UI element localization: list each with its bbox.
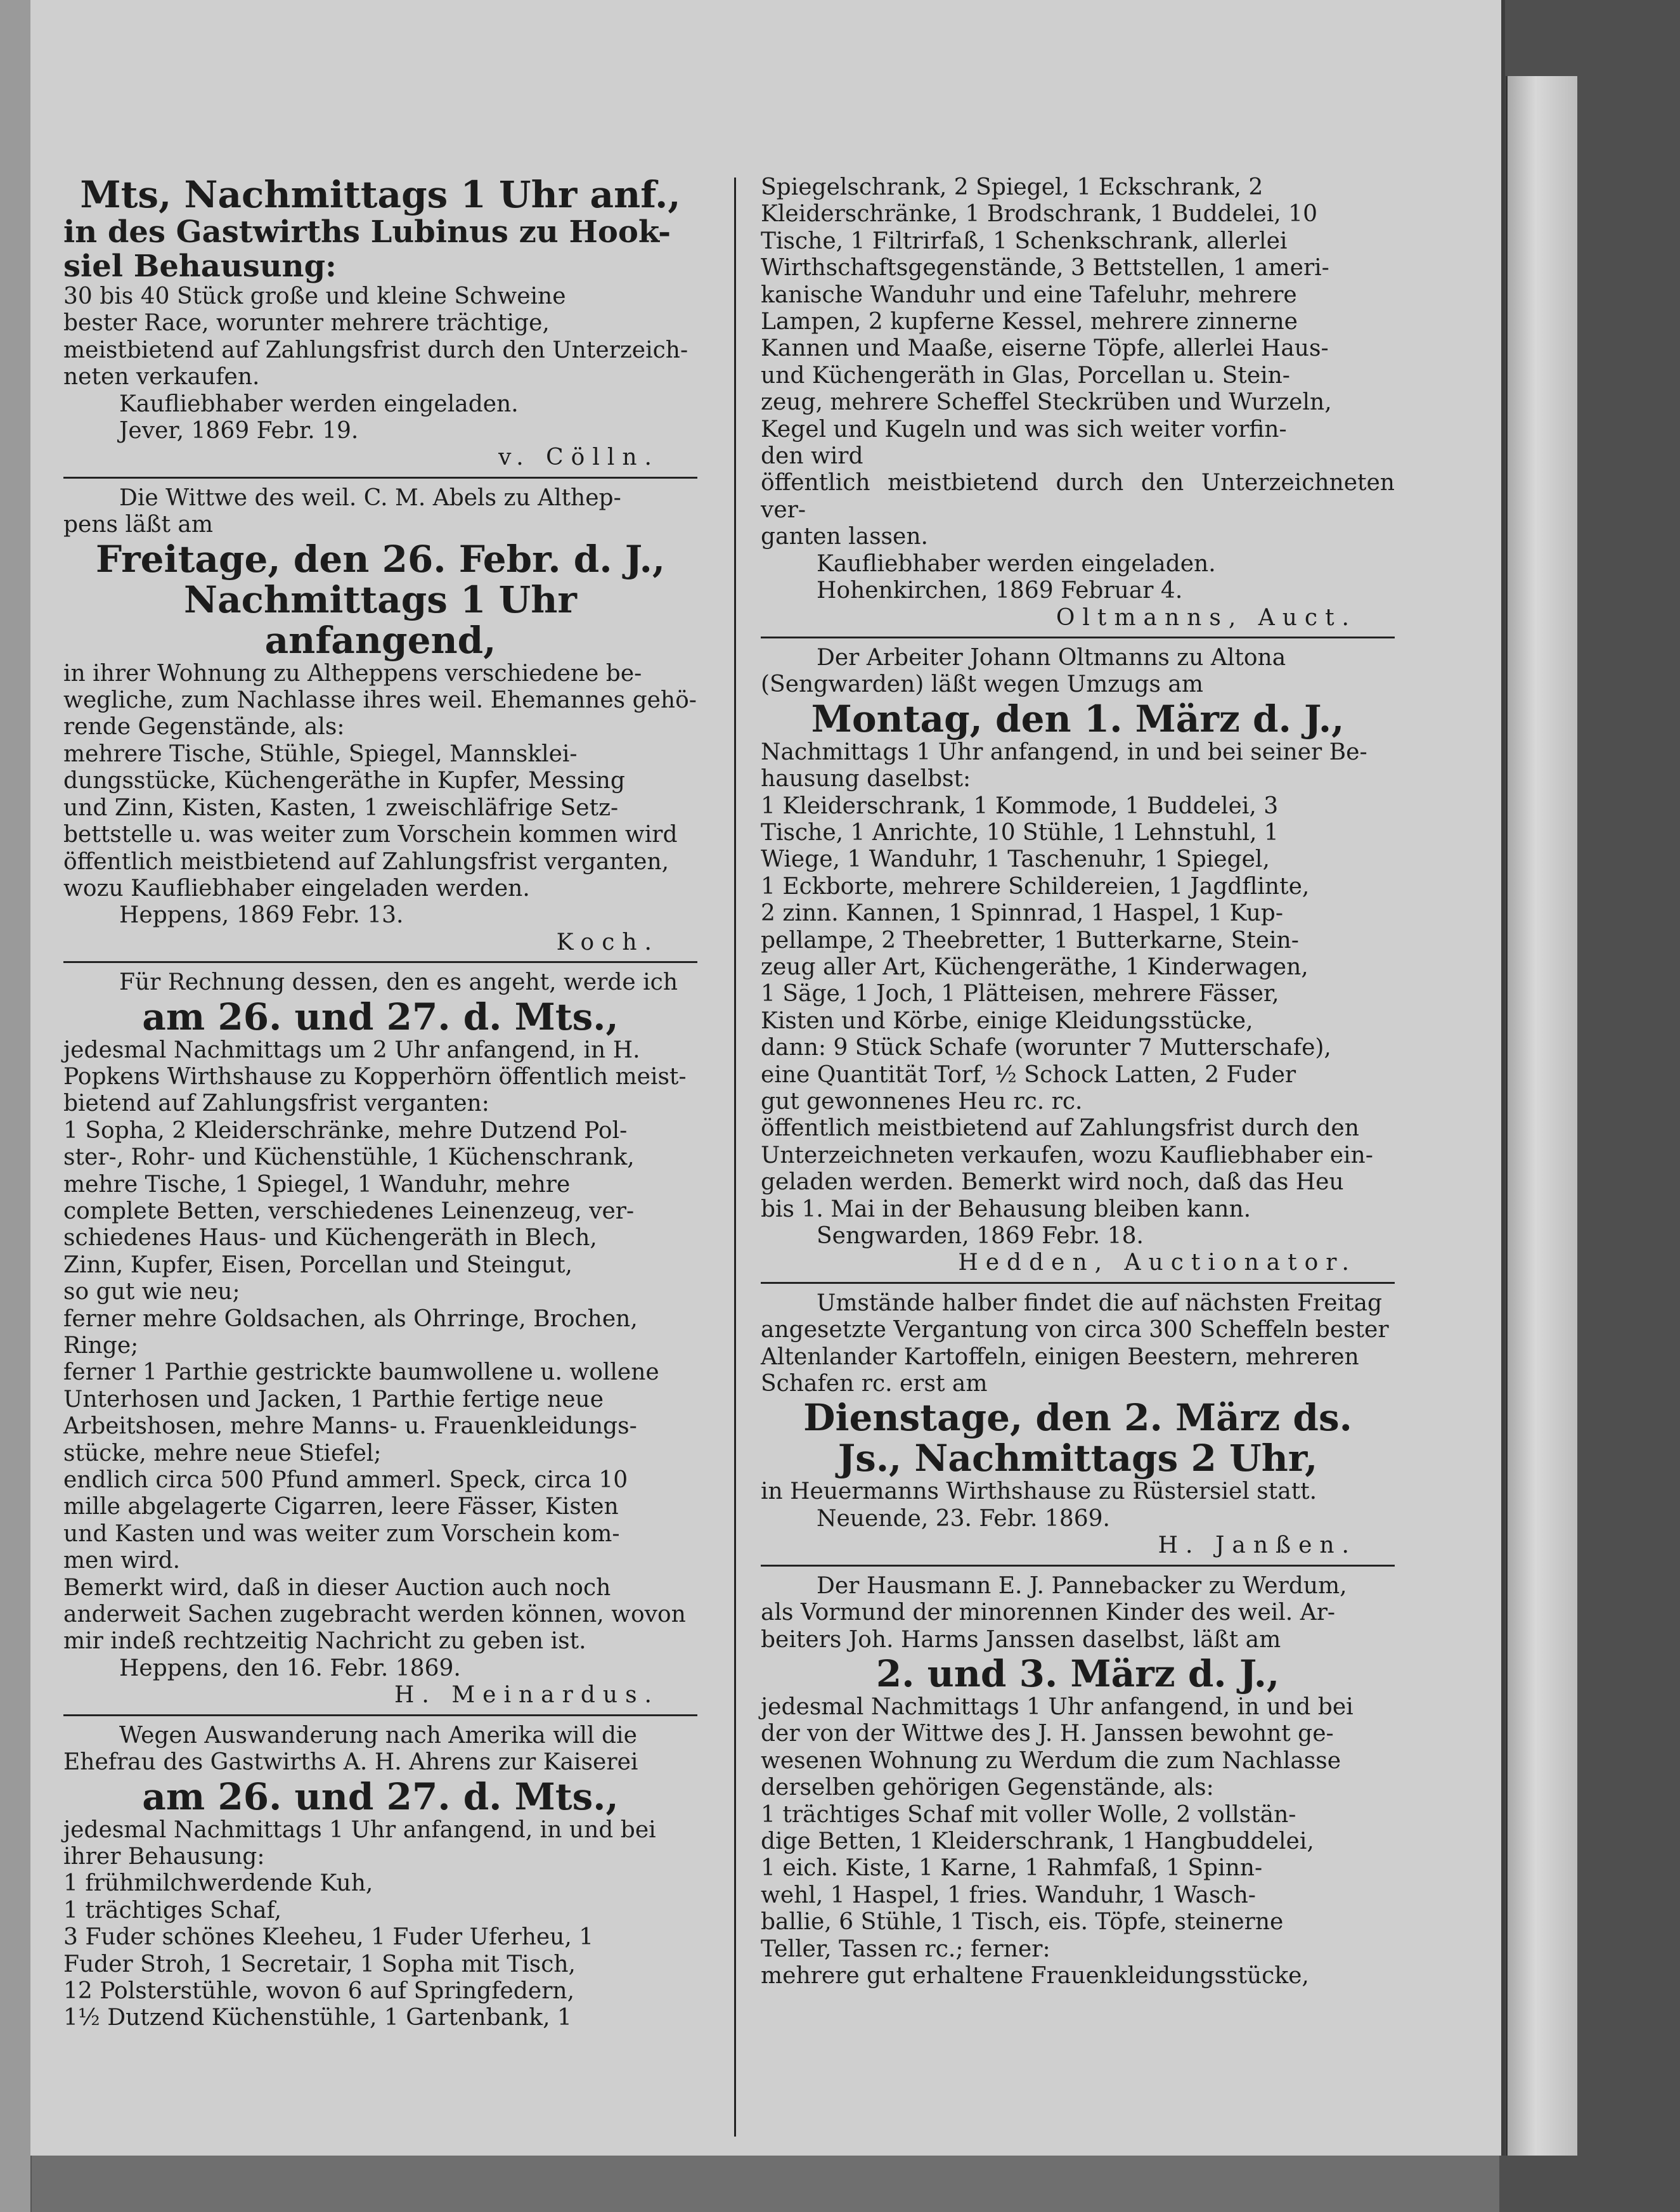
ad-body-line: rende Gegenstände, als: <box>63 714 345 741</box>
ad-body-line: 1 Säge, 1 Joch, 1 Plätteisen, mehrere Fässer, <box>761 981 1279 1007</box>
ad-body-line: 3 Fuder schönes Kleeheu, 1 Fuder Uferheu, 1 <box>63 1924 594 1951</box>
ad-body-line: 1½ Dutzend Küchenstühle, 1 Gartenbank, 1 <box>63 2005 572 2031</box>
ad-body-line: zeug aller Art, Küchengeräthe, 1 Kinderwagen, <box>761 954 1308 980</box>
ad-body-line: endlich circa 500 Pfund ammerl. Speck, circa 10 <box>63 1467 628 1494</box>
ad-signature: H. Meinardus. <box>394 1682 659 1709</box>
ad-body-line: bettstelle u. was weiter zum Vorschein kommen wird <box>63 822 678 848</box>
ad-body-line: 2 zinn. Kannen, 1 Spinnrad, 1 Haspel, 1 Kup- <box>761 900 1284 927</box>
ad-heading-line: Dienstage, den 2. März ds. <box>803 1396 1352 1440</box>
ad-heading-line: Montag, den 1. März d. J., <box>811 697 1345 741</box>
ad-signature: v. Cölln. <box>498 444 659 471</box>
ad-intro-line: Wegen Auswanderung nach Amerika will die <box>119 1722 637 1749</box>
ad-body-line: men wird. <box>63 1548 181 1574</box>
ad-body-line: den wird <box>761 443 863 470</box>
advertisement-ad4 <box>63 1723 697 2032</box>
ad-body-line: Unterzeichneten verkaufen, wozu Kaufliebhaber ein- <box>761 1142 1373 1168</box>
ad-body-line: ballie, 6 Stühle, 1 Tisch, eis. Töpfe, steinerne <box>761 1909 1284 1936</box>
ad-heading-line: am 26. und 27. d. Mts., <box>142 1775 619 1818</box>
ad-body-line: dann: 9 Stück Schafe (worunter 7 Mutterschafe), <box>761 1035 1331 1061</box>
advertisement-ad7 <box>761 1573 1395 1990</box>
ad-body-line: ferner mehre Goldsachen, als Ohrringe, Brochen, <box>63 1305 638 1332</box>
ad-body-line: Nachmittags 1 Uhr anfangend, in und bei seiner Be- <box>761 739 1367 765</box>
ad-body-line: meistbietend auf Zahlungsfrist durch den Unterzeich- <box>63 337 688 363</box>
ad-body-line: schiedenes Haus- und Küchengeräth in Blech, <box>63 1225 597 1252</box>
ad-body-line: wehl, 1 Haspel, 1 fries. Wanduhr, 1 Wasch- <box>761 1882 1256 1908</box>
ad-body-line: Spiegelschrank, 2 Spiegel, 1 Eckschrank, 2 <box>761 174 1263 200</box>
ad-heading-line: in des Gastwirths Lubinus zu Hook- <box>63 214 671 250</box>
ad-body-line: in Heuermanns Wirthshause zu Rüstersiel statt. <box>761 1478 1317 1505</box>
ad-closing-line: Sengwarden, 1869 Febr. 18. <box>817 1223 1144 1250</box>
ad-signature: H. Janßen. <box>1158 1532 1357 1559</box>
ad-body-line: 1 trächtiges Schaf, <box>63 1897 282 1924</box>
ad-body-line: wozu Kaufliebhaber eingeladen werden. <box>63 875 530 902</box>
ad-body-line: ganten lassen. <box>761 524 928 550</box>
ad-body-line: ihrer Behausung: <box>63 1843 265 1870</box>
ad-body-line: Arbeitshosen, mehre Manns- u. Frauenkleidungs- <box>63 1413 637 1440</box>
ad-closing-line: Neuende, 23. Febr. 1869. <box>817 1505 1110 1532</box>
ad-body-line: derselben gehörigen Gegenstände, als: <box>761 1775 1214 1801</box>
ad-intro-line: Für Rechnung dessen, den es angeht, werde ich <box>119 969 678 996</box>
ad-body-line: pellampe, 2 Theebretter, 1 Butterkarne, Stein- <box>761 927 1299 954</box>
ad-intro-line: Der Arbeiter Johann Oltmanns zu Altona <box>817 644 1286 671</box>
ad-closing-line: Kaufliebhaber werden eingeladen. <box>119 391 519 417</box>
ad-separator-rule <box>761 637 1395 638</box>
ad-separator-rule <box>63 477 697 479</box>
ad-intro-line: Die Wittwe des weil. C. M. Abels zu Althep- <box>119 484 621 511</box>
column-rule <box>734 178 736 2137</box>
ad-heading-line: Mts, Nachmittags 1 Uhr anf., <box>80 173 681 216</box>
ad-body-line: kanische Wanduhr und eine Tafeluhr, mehrere <box>761 281 1297 308</box>
ad-intro-line: Der Hausmann E. J. Pannebacker zu Werdum, <box>817 1572 1347 1599</box>
advertisement-ad3 <box>63 969 697 1709</box>
advertisement-ad1 <box>63 174 697 472</box>
advertisement-ad6 <box>761 1290 1395 1560</box>
ad-body-line: eine Quantität Torf, ½ Schock Latten, 2 Fuder <box>761 1061 1296 1088</box>
ad-body-line: hausung daselbst: <box>761 766 971 792</box>
ad-heading-line: 2. und 3. März d. J., <box>876 1652 1280 1695</box>
ad-body-line: geladen werden. Bemerkt wird noch, daß das Heu <box>761 1169 1344 1196</box>
ad-body-line: 1 Kleiderschrank, 1 Kommode, 1 Buddelei, 3 <box>761 792 1279 819</box>
ad-body-line: Teller, Tassen rc.; ferner: <box>761 1936 1050 1962</box>
ad-body-line: neten verkaufen. <box>63 364 260 391</box>
ad-heading-line: am 26. und 27. d. Mts., <box>142 995 619 1038</box>
ad-body-line: öffentlich meistbietend durch den Unterzeichneten ver- <box>761 470 1395 523</box>
ad-closing-line: Hohenkirchen, 1869 Februar 4. <box>817 578 1183 604</box>
ad-body-line: complete Betten, verschiedenes Leinenzeug, ver- <box>63 1198 635 1224</box>
ad-intro-line: als Vormund der minorennen Kinder des weil. Ar- <box>761 1600 1336 1626</box>
ad-intro-line: (Sengwarden) läßt wegen Umzugs am <box>761 671 1203 698</box>
ad-body-line: jedesmal Nachmittags um 2 Uhr anfangend, in H. <box>63 1037 640 1063</box>
ad-body-line: Unterhosen und Jacken, 1 Parthie fertige neue <box>63 1386 604 1413</box>
ad-body-line: 30 bis 40 Stück große und kleine Schweine <box>63 283 566 309</box>
ad-body-line: der von der Wittwe des J. H. Janssen bewohnt ge- <box>761 1721 1334 1747</box>
ad-body-line: stücke, mehre neue Stiefel; <box>63 1440 382 1466</box>
ad-intro-line: Altenlander Kartoffeln, einigen Beestern, mehreren <box>761 1343 1359 1370</box>
ad-body-line: Popkens Wirthshause zu Kopperhörn öffentlich meist- <box>63 1063 687 1090</box>
ad-body-line: mehrere Tische, Stühle, Spiegel, Mannsklei- <box>63 741 578 767</box>
ad-heading-line: Nachmittags 1 Uhr anfangend, <box>184 578 577 662</box>
ad-closing-line: Heppens, 1869 Febr. 13. <box>119 902 404 929</box>
ad-body-line: mehrere gut erhaltene Frauenkleidungsstücke, <box>761 1962 1309 1989</box>
ad-closing-line: Heppens, den 16. Febr. 1869. <box>119 1655 461 1681</box>
ad-body-line: 12 Polsterstühle, wovon 6 auf Springfedern, <box>63 1977 575 2004</box>
ad-intro-line: pens läßt am <box>63 512 213 538</box>
ad-separator-rule <box>63 961 697 963</box>
ad-body-line: 1 Sopha, 2 Kleiderschränke, mehre Dutzend Pol- <box>63 1117 628 1144</box>
ad-signature: Oltmanns, Auct. <box>1056 604 1357 631</box>
advertisement-ad2 <box>63 485 697 956</box>
ad-separator-rule <box>761 1282 1395 1284</box>
ad-body-line: dige Betten, 1 Kleiderschrank, 1 Hangbuddelei, <box>761 1828 1314 1854</box>
ad-body-line: Kleiderschränke, 1 Brodschrank, 1 Buddelei, 10 <box>761 201 1317 228</box>
ad-body-line: Kisten und Körbe, einige Kleidungsstücke, <box>761 1007 1253 1034</box>
ad-heading-line: siel Behausung: <box>63 249 337 284</box>
ad-body-line: öffentlich meistbietend auf Zahlungsfrist verganten, <box>63 848 669 875</box>
page-stack-edge <box>1506 76 1577 2156</box>
ad-body-line: und Zinn, Kisten, Kasten, 1 zweischläfrige Setz- <box>63 794 619 821</box>
ad-body-line: anderweit Sachen zugebracht werden können, wovon <box>63 1601 686 1628</box>
ad-body-line: Tische, 1 Anrichte, 10 Stühle, 1 Lehnstuhl, 1 <box>761 819 1279 846</box>
ad-body-line: öffentlich meistbietend auf Zahlungsfrist durch den <box>761 1115 1359 1142</box>
ad-body-line: 1 eich. Kiste, 1 Karne, 1 Rahmfaß, 1 Spinn- <box>761 1855 1263 1882</box>
ad-intro-line: Umstände halber findet die auf nächsten Freitag <box>817 1290 1383 1316</box>
ad-body-line: Wiege, 1 Wanduhr, 1 Taschenuhr, 1 Spiegel, <box>761 846 1270 873</box>
ad-body-line: und Küchengeräth in Glas, Porcellan u. Stein- <box>761 362 1290 389</box>
ad-body-line: zeug, mehrere Scheffel Steckrüben und Wurzeln, <box>761 389 1332 416</box>
previous-page-edge <box>0 0 32 2212</box>
right-column <box>761 174 1395 1989</box>
ad-body-line: mille abgelagerte Cigarren, leere Fässer, Kisten <box>63 1494 619 1520</box>
ad-intro-line: Ehefrau des Gastwirths A. H. Ahrens zur Kaiserei <box>63 1749 638 1776</box>
ad-heading-line: Freitage, den 26. Febr. d. J., <box>95 537 666 581</box>
ad-closing-line: Jever, 1869 Febr. 19. <box>119 418 359 444</box>
ad-body-line: Kegel und Kugeln und was sich weiter vorfin- <box>761 416 1287 443</box>
left-column <box>63 174 697 2032</box>
ad-body-line: dungsstücke, Küchengeräthe in Kupfer, Messing <box>63 768 625 794</box>
ad-body-line: Wirthschaftsgegenstände, 3 Bettstellen, 1 ameri- <box>761 255 1329 281</box>
ad-intro-line: Schafen rc. erst am <box>761 1371 988 1397</box>
ad-body-line: bester Race, worunter mehrere trächtige, <box>63 310 550 337</box>
ad-intro-line: beiters Joh. Harms Janssen daselbst, läßt am <box>761 1626 1281 1653</box>
ad-body-line: bis 1. Mai in der Behausung bleiben kann. <box>761 1196 1251 1222</box>
advertisement-ad4-cont <box>761 174 1395 631</box>
ad-body-line: jedesmal Nachmittags 1 Uhr anfangend, in und bei <box>761 1693 1354 1720</box>
ad-body-line: 1 trächtiges Schaf mit voller Wolle, 2 vollstän- <box>761 1801 1296 1828</box>
ad-body-line: ster-, Rohr- und Küchenstühle, 1 Küchenschrank, <box>63 1144 635 1171</box>
ad-body-line: Zinn, Kupfer, Eisen, Porcellan und Steingut, <box>63 1252 572 1278</box>
ad-body-line: bietend auf Zahlungsfrist verganten: <box>63 1090 489 1117</box>
ad-body-line: Lampen, 2 kupferne Kessel, mehrere zinnerne <box>761 309 1298 335</box>
ad-body-line: Kannen und Maaße, eiserne Töpfe, allerlei Haus- <box>761 335 1329 362</box>
ad-body-line: 1 Eckborte, mehrere Schildereien, 1 Jagdflinte, <box>761 873 1310 900</box>
ad-separator-rule <box>761 1565 1395 1567</box>
ad-body-line: in ihrer Wohnung zu Altheppens verschiedene be- <box>63 660 642 687</box>
ad-body-line: Bemerkt wird, daß in dieser Auction auch noch <box>63 1574 611 1601</box>
ad-body-line: ferner 1 Parthie gestrickte baumwollene u. wollene <box>63 1359 659 1386</box>
ad-body-line: mir indeß rechtzeitig Nachricht zu geben ist. <box>63 1628 586 1655</box>
ad-body-line: wesenen Wohnung zu Werdum die zum Nachlasse <box>761 1747 1341 1774</box>
ad-signature: Hedden, Auctionator. <box>958 1250 1357 1276</box>
ad-closing-line: Kaufliebhaber werden eingeladen. <box>817 550 1216 577</box>
ad-body-line: Fuder Stroh, 1 Secretair, 1 Sopha mit Tisch, <box>63 1951 576 1977</box>
ad-heading-line: Js., Nachmittags 2 Uhr, <box>837 1437 1318 1480</box>
ad-signature: Koch. <box>556 929 659 955</box>
ad-body-line: mehre Tische, 1 Spiegel, 1 Wanduhr, mehre <box>63 1171 571 1198</box>
ad-body-line: und Kasten und was weiter zum Vorschein kom- <box>63 1520 620 1547</box>
ad-body-line: Ringe; <box>63 1333 139 1359</box>
ad-body-line: jedesmal Nachmittags 1 Uhr anfangend, in und bei <box>63 1816 656 1843</box>
ad-separator-rule <box>63 1714 697 1716</box>
ad-intro-line: angesetzte Vergantung von circa 300 Scheffeln bester <box>761 1317 1389 1343</box>
ad-body-line: gut gewonnenes Heu rc. rc. <box>761 1089 1083 1115</box>
ad-body-line: Tische, 1 Filtrirfaß, 1 Schenkschrank, allerlei <box>761 228 1288 254</box>
ad-body-line: so gut wie neu; <box>63 1279 240 1305</box>
advertisement-ad5 <box>761 645 1395 1277</box>
ad-body-line: 1 frühmilchwerdende Kuh, <box>63 1870 373 1897</box>
ad-body-line: wegliche, zum Nachlasse ihres weil. Ehemannes gehö- <box>63 687 697 714</box>
